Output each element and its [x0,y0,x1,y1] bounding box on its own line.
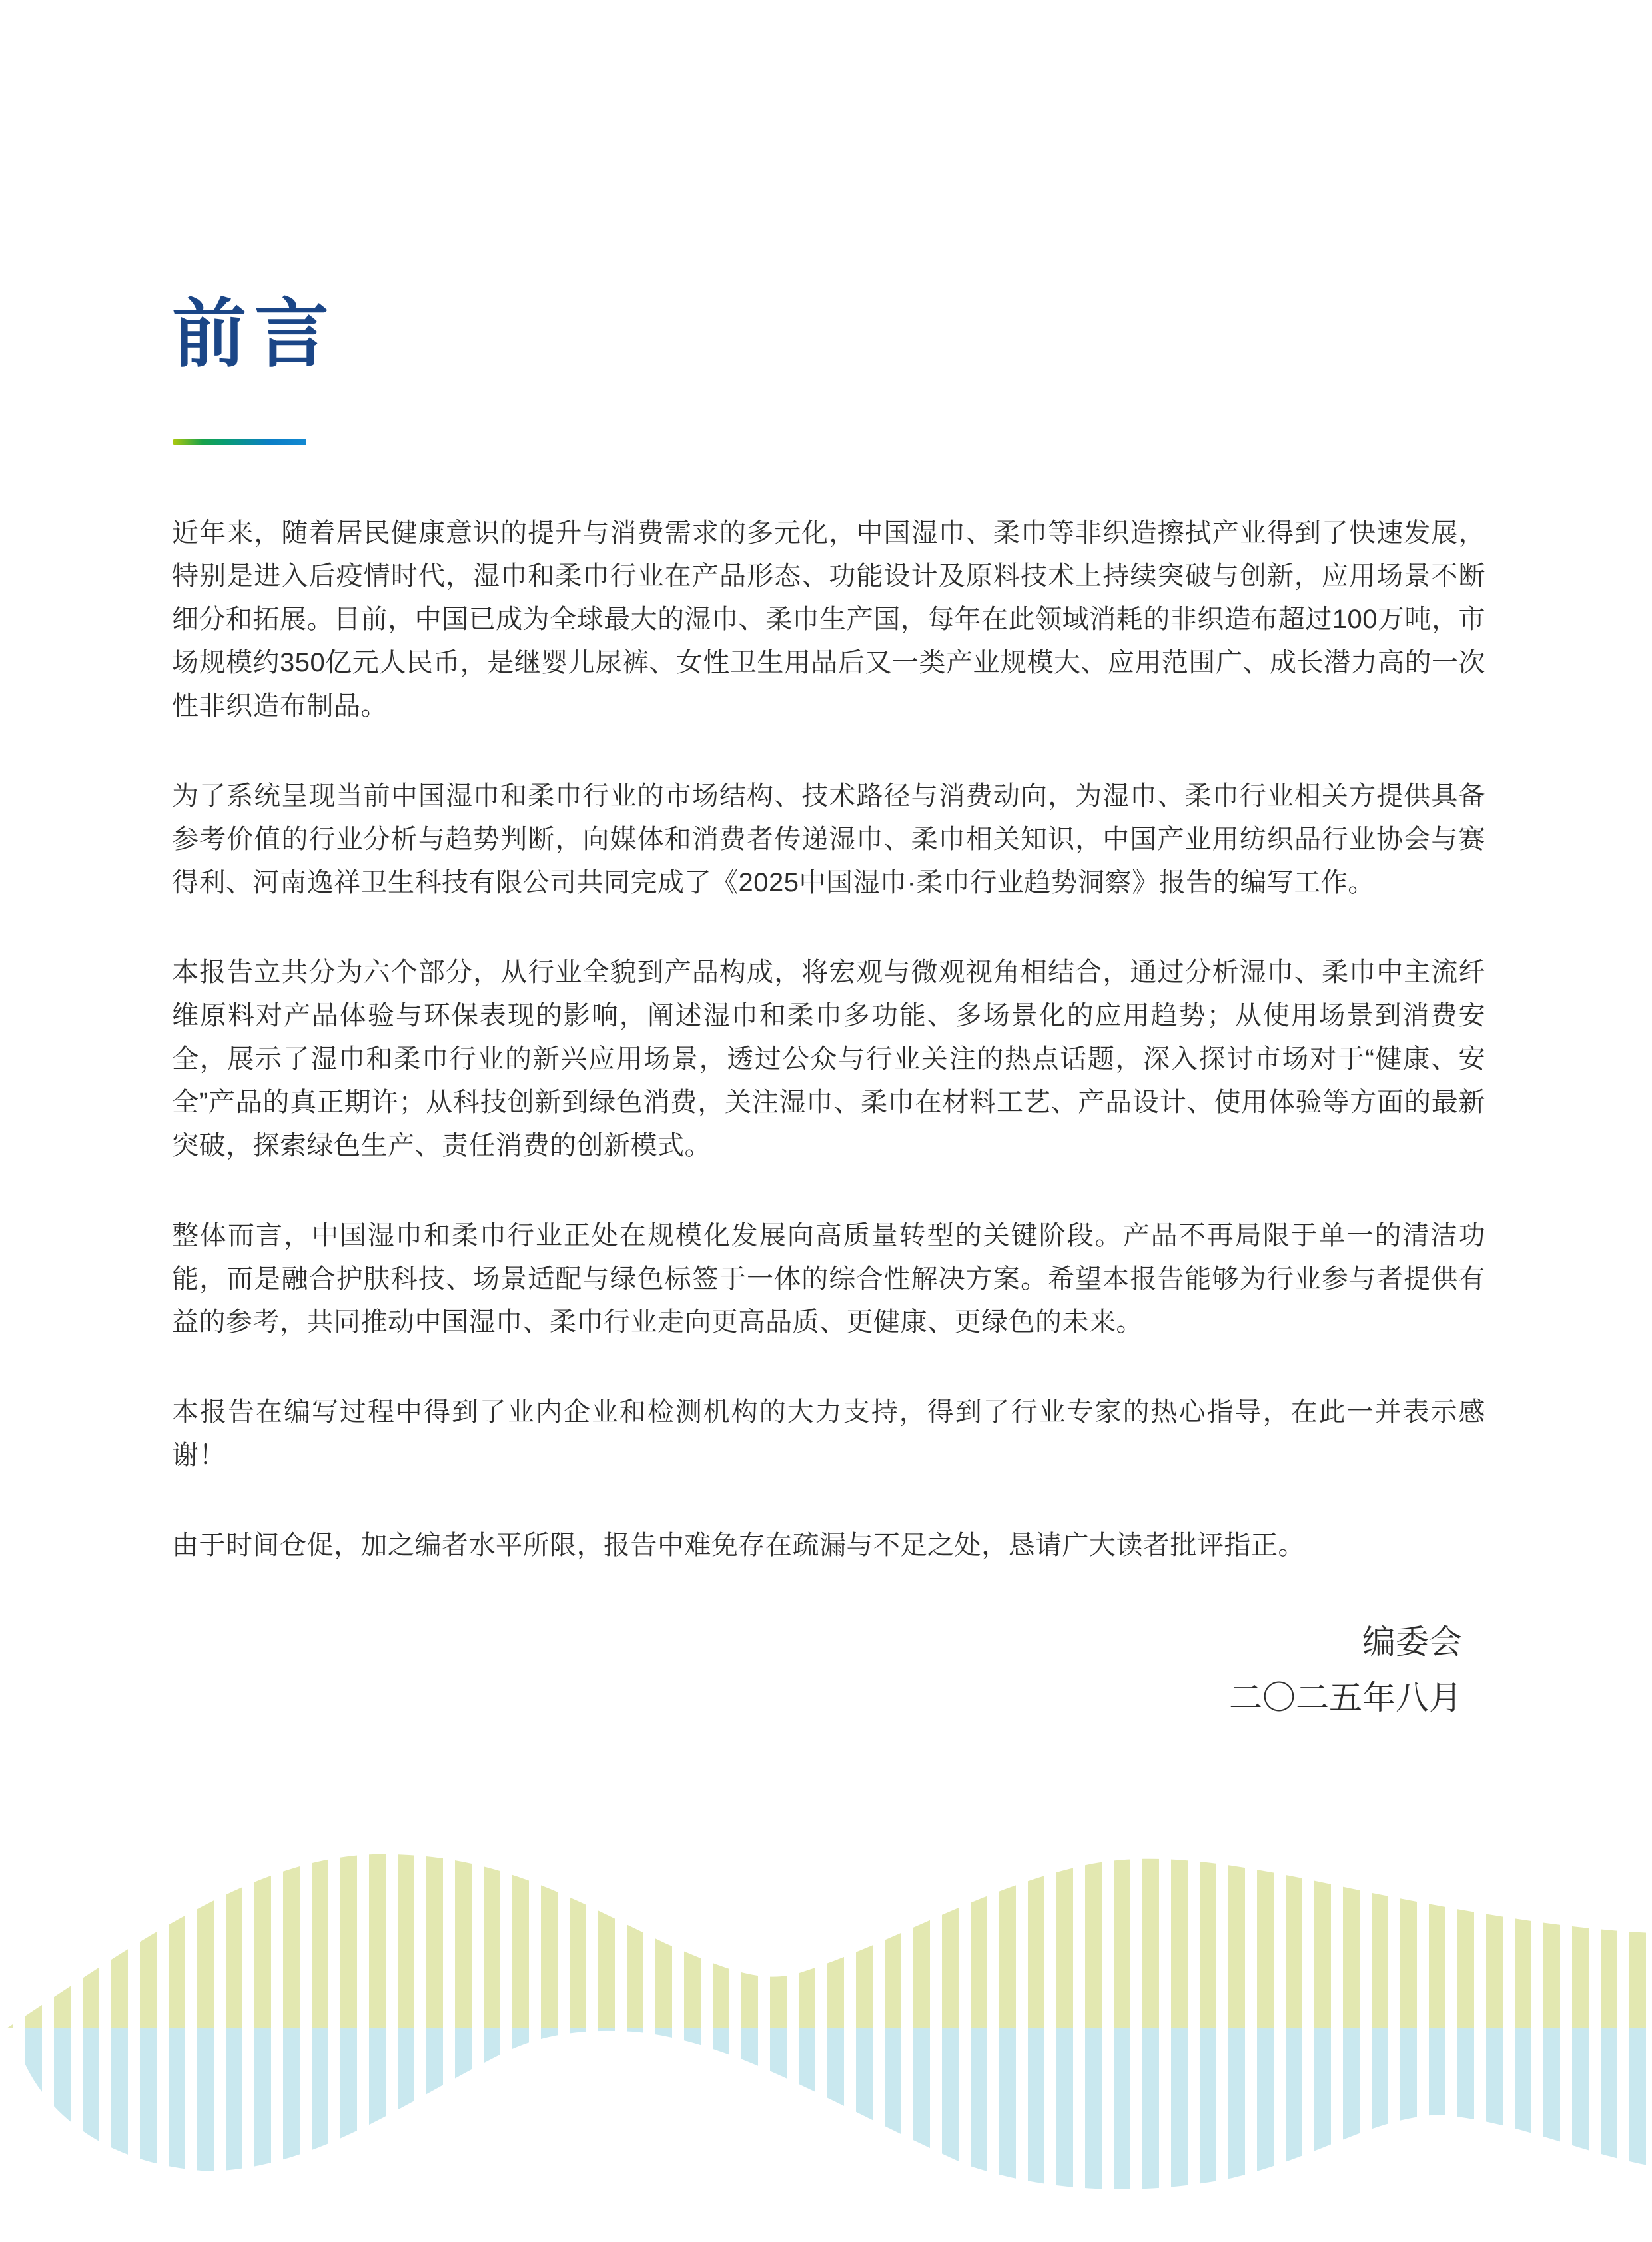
wave-yellow-band [7,1854,1652,2028]
page-title: 前言 [172,292,337,376]
signature-date: 二〇二五年八月 [1229,1679,1462,1717]
paragraph-1: 近年来，随着居民健康意识的提升与消费需求的多元化，中国湿巾、柔巾等非织造擦拭产业得到了快速发展，特别是进入后疫情时代，湿巾和柔巾行业在产品形态、功能设计及原料技术上持续突破与创新，应用场景不断细分和拓展。目前，中国已成为全球最大的湿巾、柔巾生产国，每年在此领域消耗的非织造布超过100万吨，市场规模约350亿元人民币，是继婴儿尿裤、女性卫生用品后又一类产业规模大、应用范围广、成长潜力高的一次性非织造布制品。 [172,518,1485,721]
signature-committee: 编委会 [1362,1623,1462,1661]
page-content [172,293,1485,1726]
wave-blue-band [13,2028,1652,2189]
paragraph-4: 整体而言，中国湿巾和柔巾行业正处在规模化发展向高质量转型的关键阶段。产品不再局限于单一的清洁功能，而是融合护肤科技、场景适配与绿色标签于一体的综合性解决方案。希望本报告能够为行业参与者提供有益的参考，共同推动中国湿巾、柔巾行业走向更高品质、更健康、更绿色的未来。 [172,1221,1485,1337]
gradient-divider-line [173,439,306,445]
paragraph-2: 为了系统呈现当前中国湿巾和柔巾行业的市场结构、技术路径与消费动向，为湿巾、柔巾行业相关方提供具备参考价值的行业分析与趋势判断，向媒体和消费者传递湿巾、柔巾相关知识，中国产业用纺织品行业协会与赛得利、河南逸祥卫生科技有限公司共同完成了《2025中国湿巾·柔巾行业趋势洞察》报告的编写工作。 [172,781,1485,898]
signature-block [172,1614,1485,1726]
paragraph-6: 由于时间仓促，加之编者水平所限，报告中难免存在疏漏与不足之处，恳请广大读者批评指正。 [172,1531,1305,1561]
paragraph-3: 本报告立共分为六个部分，从行业全貌到产品构成，将宏观与微观视角相结合，通过分析湿巾、柔巾中主流纤维原料对产品体验与环保表现的影响，阐述湿巾和柔巾多功能、多场景化的应用趋势；从使用场景到消费安全，展示了湿巾和柔巾行业的新兴应用场景，透过公众与行业关注的热点话题，深入探讨市场对于“健康、安全”产品的真正期许；从科技创新到绿色消费，关注湿巾、柔巾在材料工艺、产品设计、使用体验等方面的最新突破，探索绿色生产、责任消费的创新模式。 [172,958,1485,1161]
body-text [172,512,1485,1567]
paragraph-5: 本报告在编写过程中得到了业内企业和检测机构的大力支持，得到了行业专家的热心指导，在此一并表示感谢！ [172,1397,1485,1471]
wave-decoration [0,1776,1652,2242]
